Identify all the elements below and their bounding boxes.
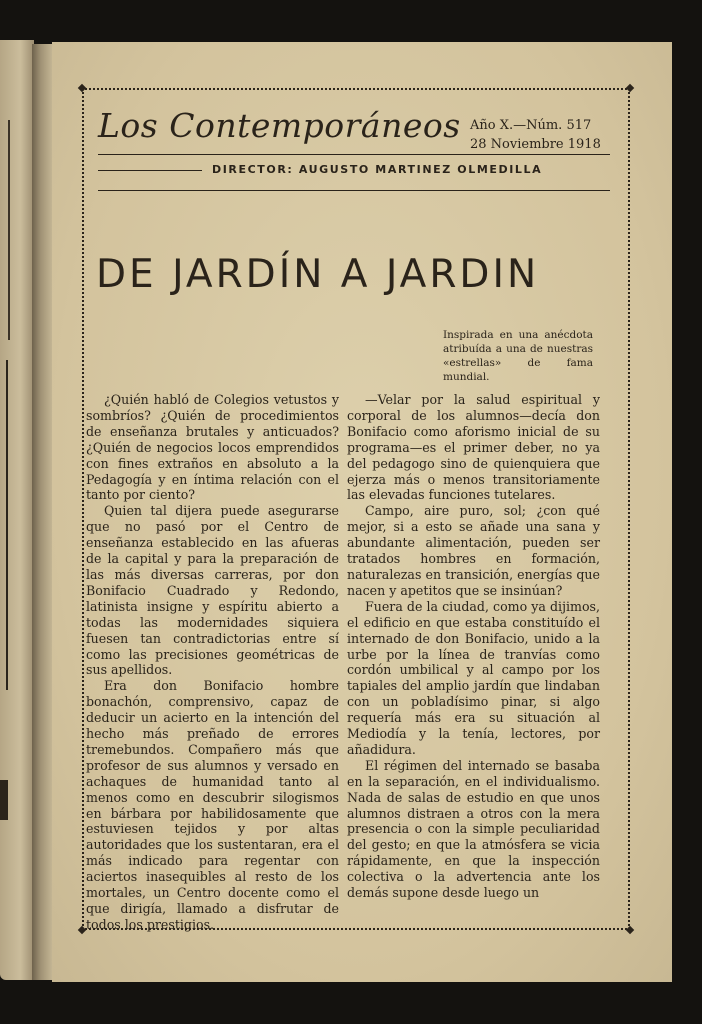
text-column-right <box>347 392 600 901</box>
paragraph: Fuera de la ciudad, como ya dijimos, el edificio en que estaba constituído el internado de don Bonifacio, unido a la urbe por la línea de tranvías como cordón umbilical y al campo por los tapiales del amplio jardín que lindaban con un pobladísimo pinar, si algo requería más era su situación al Mediodía y la tenía, lectores, por añadidura. <box>347 598 600 757</box>
paragraph: Campo, aire puro, sol; ¿con qué mejor, si a esto se añade una sana y abundante alimentación, pueden ser tratados hombres en formación, naturalezas en transición, energías que nacen y apetitos que se insinúan? <box>347 503 600 598</box>
issue-info <box>470 116 601 154</box>
paragraph: Era don Bonifacio hombre bonachón, comprensivo, capaz de deducir un acierto en la intención del hecho más preñado de errores tremebundos. Compañero más que profesor de sus alumnos y versado en achaques de humanidad tanto al menos como en descubrir silogismos en bárbara por habilidosamente que estuviesen tejidos y por altas autoridades que los sustentaran, era el más indicado para regentar con aciertos inasequibles al resto de los mortales, un Centro docente como el que dirigía, llamado a disfrutar de todos los prestigios. <box>86 678 339 932</box>
director-line: DIRECTOR: AUGUSTO MARTINEZ OLMEDILLA <box>212 163 543 176</box>
director-rule-left <box>98 170 202 171</box>
issue-date: 28 Noviembre 1918 <box>470 137 601 152</box>
magazine-title: Los Contemporáneos <box>98 106 461 145</box>
epigraph: Inspirada en una anécdota atribuída a una de nuestras «estrellas» de fama mundial. <box>443 329 593 383</box>
facing-page-edge <box>0 40 34 980</box>
facing-page-ornament <box>0 120 10 340</box>
article-headline: DE JARDÍN A JARDIN <box>96 252 540 297</box>
paragraph: ¿Quién habló de Colegios vetustos y sombríos? ¿Quién de procedimientos de enseñanza brutales y anticuados? ¿Quién de negocios locos emprendidos con fines extraños en absoluto a la Pedagogía y en íntima relación con el tanto por ciento? <box>86 392 339 503</box>
masthead-rule <box>98 154 610 155</box>
facing-page-ornament <box>0 360 8 690</box>
book-gutter <box>32 44 54 980</box>
paragraph: Quien tal dijera puede asegurarse que no pasó por el Centro de enseñanza establecido en las afueras de la capital y para la preparación de las más diversas carreras, por don Bonifacio Cuadrado y Redondo, latinista insigne y espíritu abierto a todas las modernidades siquiera fuesen tan contradictorias entre sí como las precisiones geométricas de sus apellidos. <box>86 503 339 678</box>
text-column-left <box>86 392 339 933</box>
paragraph: El régimen del internado se basaba en la separación, en el individualismo. Nada de salas de estudio en que unos alumnos distraen a otros con la mera presencia o con la simple peculiaridad del gesto; en que la atmósfera se vicia rápidamente, en que la inspección colectiva o la advertencia ante los demás supone desde luego un <box>347 757 600 901</box>
issue-number: Año X.—Núm. 517 <box>470 118 592 133</box>
paragraph: —Velar por la salud espiritual y corporal de los alumnos—decía don Bonifacio como aforismo inicial de su programa—es el primer deber, no ya del pedagogo sino de quienquiera que ejerza más o menos transitoriamente las elevadas funciones tutelares. <box>347 392 600 503</box>
masthead-rule-bottom <box>98 190 610 191</box>
facing-page-ornament <box>0 780 8 820</box>
